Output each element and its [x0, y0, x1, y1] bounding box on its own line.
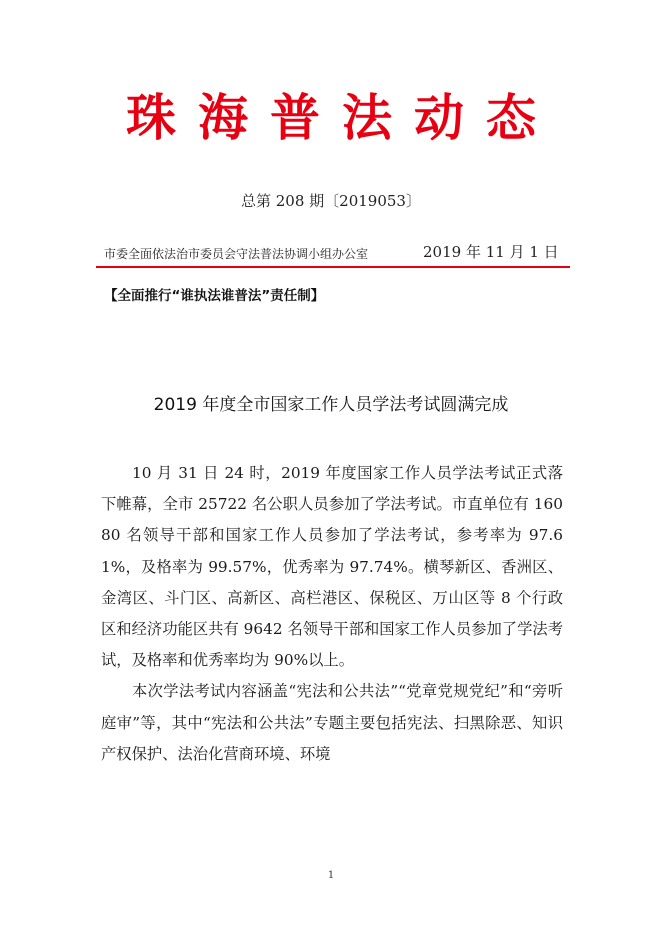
issue-number: 总第 208 期〔2019053〕: [241, 192, 421, 210]
column-label: 【全面推行“谁执法谁普法”责任制】: [104, 288, 325, 304]
issue-date: 2019 年 11 月 1 日: [423, 243, 559, 261]
article-body: [101, 458, 563, 770]
article-paragraph: 本次学法考试内容涵盖“宪法和公共法”“党章党规党纪”和“旁听庭审”等，其中“宪法和公共法”专题主要包括宪法、扫黑除恶、知识产权保护、法治化营商环境、环境: [101, 682, 563, 763]
page-number: 1: [327, 870, 335, 881]
article-paragraph: 10 月 31 日 24 时，2019 年度国家工作人员学法考试正式落下帷幕，全市 25722 名公职人员参加了学法考试。市直单位有 16080 名领导干部和国家工作人员参加了学法考试，参考率为 97.61%，及格率为 99.57%，优秀率为 97.74%。横琴新区、香洲区、金湾区、斗门区、高新区、高栏港区、保税区、万山区等 8 个行政区和经济功能区共有 9642 名领导干部和国家工作人员参加了学法考试，及格率和优秀率均为 90%以上。: [101, 464, 563, 670]
article-headline: 2019 年度全市国家工作人员学法考试圆满完成: [153, 395, 509, 415]
issuing-office: 市委全面依法治市委员会守法普法协调小组办公室: [104, 247, 369, 261]
red-divider-rule: [96, 266, 570, 268]
masthead-title: 珠海普法动态: [126, 88, 558, 147]
